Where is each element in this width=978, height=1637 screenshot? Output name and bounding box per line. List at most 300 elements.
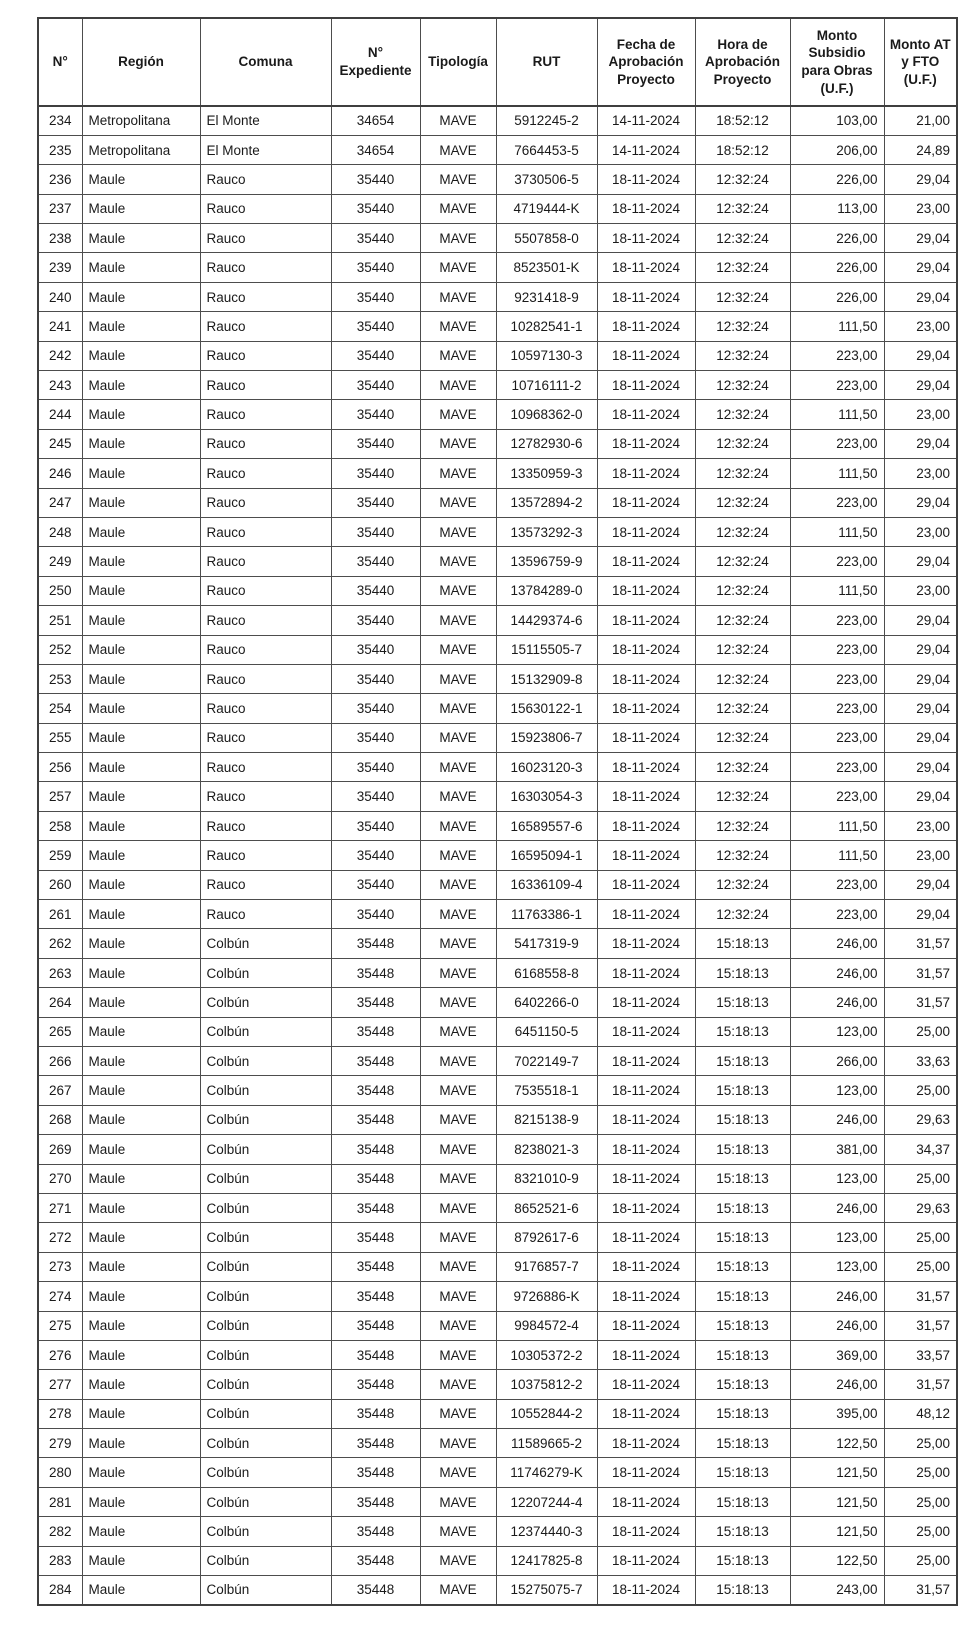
cell-fecha_aprobacion: 18-11-2024 [597, 1429, 695, 1458]
cell-monto_at_fto: 25,00 [884, 1164, 957, 1193]
cell-rut: 15923806-7 [496, 723, 597, 752]
cell-fecha_aprobacion: 18-11-2024 [597, 1252, 695, 1281]
cell-hora_aprobacion: 12:32:24 [695, 753, 790, 782]
cell-expediente: 35448 [331, 1576, 420, 1605]
table-row [38, 1223, 957, 1252]
cell-comuna: Colbún [200, 1399, 331, 1428]
cell-tipologia: MAVE [420, 1340, 496, 1369]
cell-tipologia: MAVE [420, 811, 496, 840]
cell-rut: 9984572-4 [496, 1311, 597, 1340]
cell-monto_subsidio: 111,50 [790, 841, 884, 870]
cell-comuna: Colbún [200, 1193, 331, 1222]
cell-comuna: Rauco [200, 224, 331, 253]
cell-region: Maule [82, 1576, 200, 1605]
cell-monto_at_fto: 29,04 [884, 547, 957, 576]
table-row [38, 811, 957, 840]
cell-expediente: 35440 [331, 753, 420, 782]
cell-region: Maule [82, 371, 200, 400]
cell-expediente: 35448 [331, 1105, 420, 1134]
subsidy-approvals-table [37, 17, 958, 1606]
cell-monto_at_fto: 29,04 [884, 635, 957, 664]
cell-comuna: Colbún [200, 1429, 331, 1458]
cell-comuna: Rauco [200, 723, 331, 752]
cell-monto_subsidio: 246,00 [790, 1105, 884, 1134]
cell-comuna: Rauco [200, 312, 331, 341]
cell-monto_subsidio: 121,50 [790, 1487, 884, 1516]
cell-fecha_aprobacion: 18-11-2024 [597, 488, 695, 517]
table-row [38, 371, 957, 400]
cell-n: 236 [38, 165, 82, 194]
cell-expediente: 35440 [331, 312, 420, 341]
cell-region: Maule [82, 1017, 200, 1046]
cell-n: 237 [38, 194, 82, 223]
cell-monto_subsidio: 223,00 [790, 723, 884, 752]
cell-expediente: 35440 [331, 517, 420, 546]
cell-expediente: 35448 [331, 1076, 420, 1105]
table-row [38, 429, 957, 458]
cell-n: 245 [38, 429, 82, 458]
cell-expediente: 35448 [331, 929, 420, 958]
cell-tipologia: MAVE [420, 988, 496, 1017]
cell-comuna: Rauco [200, 635, 331, 664]
table-row [38, 1076, 957, 1105]
cell-expediente: 35440 [331, 459, 420, 488]
cell-n: 276 [38, 1340, 82, 1369]
cell-tipologia: MAVE [420, 1076, 496, 1105]
cell-expediente: 35440 [331, 371, 420, 400]
cell-fecha_aprobacion: 18-11-2024 [597, 1399, 695, 1428]
cell-monto_at_fto: 29,63 [884, 1105, 957, 1134]
cell-comuna: Rauco [200, 547, 331, 576]
header-cell-n: N° [38, 18, 82, 106]
cell-tipologia: MAVE [420, 1517, 496, 1546]
cell-expediente: 34654 [331, 135, 420, 164]
cell-expediente: 35440 [331, 576, 420, 605]
cell-tipologia: MAVE [420, 459, 496, 488]
cell-hora_aprobacion: 15:18:13 [695, 958, 790, 987]
cell-monto_at_fto: 31,57 [884, 929, 957, 958]
cell-tipologia: MAVE [420, 1399, 496, 1428]
cell-region: Maule [82, 1546, 200, 1575]
cell-hora_aprobacion: 12:32:24 [695, 282, 790, 311]
table-row [38, 165, 957, 194]
cell-hora_aprobacion: 12:32:24 [695, 517, 790, 546]
cell-monto_at_fto: 23,00 [884, 811, 957, 840]
cell-region: Maule [82, 576, 200, 605]
cell-monto_subsidio: 223,00 [790, 341, 884, 370]
cell-tipologia: MAVE [420, 694, 496, 723]
cell-tipologia: MAVE [420, 371, 496, 400]
cell-fecha_aprobacion: 18-11-2024 [597, 841, 695, 870]
table-row [38, 694, 957, 723]
cell-fecha_aprobacion: 18-11-2024 [597, 1546, 695, 1575]
table-row [38, 753, 957, 782]
cell-fecha_aprobacion: 18-11-2024 [597, 576, 695, 605]
cell-fecha_aprobacion: 18-11-2024 [597, 429, 695, 458]
header-cell-comuna: Comuna [200, 18, 331, 106]
cell-fecha_aprobacion: 18-11-2024 [597, 1517, 695, 1546]
cell-comuna: Colbún [200, 1370, 331, 1399]
cell-tipologia: MAVE [420, 1252, 496, 1281]
cell-monto_subsidio: 223,00 [790, 606, 884, 635]
cell-comuna: Rauco [200, 341, 331, 370]
cell-rut: 3730506-5 [496, 165, 597, 194]
cell-region: Maule [82, 1047, 200, 1076]
cell-comuna: Rauco [200, 841, 331, 870]
cell-monto_subsidio: 395,00 [790, 1399, 884, 1428]
cell-monto_subsidio: 111,50 [790, 459, 884, 488]
cell-monto_at_fto: 24,89 [884, 135, 957, 164]
cell-monto_subsidio: 121,50 [790, 1517, 884, 1546]
cell-fecha_aprobacion: 18-11-2024 [597, 900, 695, 929]
header-cell-rut: RUT [496, 18, 597, 106]
cell-rut: 7022149-7 [496, 1047, 597, 1076]
cell-n: 260 [38, 870, 82, 899]
cell-hora_aprobacion: 15:18:13 [695, 1487, 790, 1516]
table-row [38, 547, 957, 576]
cell-monto_subsidio: 223,00 [790, 664, 884, 693]
cell-region: Maule [82, 870, 200, 899]
cell-n: 271 [38, 1193, 82, 1222]
cell-region: Maule [82, 635, 200, 664]
cell-n: 244 [38, 400, 82, 429]
cell-comuna: Colbún [200, 1546, 331, 1575]
cell-tipologia: MAVE [420, 635, 496, 664]
cell-monto_subsidio: 111,50 [790, 517, 884, 546]
cell-comuna: Colbún [200, 1076, 331, 1105]
cell-fecha_aprobacion: 18-11-2024 [597, 371, 695, 400]
cell-region: Maule [82, 400, 200, 429]
cell-monto_subsidio: 381,00 [790, 1135, 884, 1164]
cell-fecha_aprobacion: 18-11-2024 [597, 341, 695, 370]
cell-region: Maule [82, 547, 200, 576]
cell-monto_at_fto: 23,00 [884, 312, 957, 341]
cell-tipologia: MAVE [420, 723, 496, 752]
cell-hora_aprobacion: 15:18:13 [695, 1076, 790, 1105]
cell-expediente: 35448 [331, 1458, 420, 1487]
table-row [38, 988, 957, 1017]
cell-monto_subsidio: 122,50 [790, 1546, 884, 1575]
cell-n: 279 [38, 1429, 82, 1458]
cell-region: Maule [82, 517, 200, 546]
cell-n: 241 [38, 312, 82, 341]
cell-monto_subsidio: 123,00 [790, 1223, 884, 1252]
table-row [38, 1340, 957, 1369]
cell-n: 275 [38, 1311, 82, 1340]
cell-comuna: Rauco [200, 606, 331, 635]
cell-fecha_aprobacion: 18-11-2024 [597, 988, 695, 1017]
cell-tipologia: MAVE [420, 1193, 496, 1222]
cell-tipologia: MAVE [420, 606, 496, 635]
table-row [38, 1193, 957, 1222]
cell-monto_at_fto: 29,04 [884, 488, 957, 517]
table-row [38, 1017, 957, 1046]
cell-monto_subsidio: 111,50 [790, 312, 884, 341]
cell-hora_aprobacion: 12:32:24 [695, 312, 790, 341]
cell-fecha_aprobacion: 18-11-2024 [597, 253, 695, 282]
cell-monto_at_fto: 29,04 [884, 371, 957, 400]
cell-expediente: 35440 [331, 253, 420, 282]
cell-region: Maule [82, 988, 200, 1017]
table-row [38, 1487, 957, 1516]
cell-tipologia: MAVE [420, 282, 496, 311]
cell-hora_aprobacion: 12:32:24 [695, 371, 790, 400]
cell-n: 256 [38, 753, 82, 782]
cell-region: Maule [82, 1252, 200, 1281]
cell-comuna: Colbún [200, 958, 331, 987]
cell-region: Maule [82, 282, 200, 311]
cell-monto_subsidio: 246,00 [790, 1311, 884, 1340]
cell-hora_aprobacion: 15:18:13 [695, 988, 790, 1017]
cell-n: 249 [38, 547, 82, 576]
cell-rut: 16595094-1 [496, 841, 597, 870]
cell-rut: 16303054-3 [496, 782, 597, 811]
cell-region: Maule [82, 341, 200, 370]
cell-monto_subsidio: 123,00 [790, 1164, 884, 1193]
cell-tipologia: MAVE [420, 900, 496, 929]
cell-n: 277 [38, 1370, 82, 1399]
cell-fecha_aprobacion: 14-11-2024 [597, 135, 695, 164]
cell-comuna: Colbún [200, 1252, 331, 1281]
cell-monto_subsidio: 226,00 [790, 282, 884, 311]
cell-hora_aprobacion: 12:32:24 [695, 635, 790, 664]
cell-monto_subsidio: 123,00 [790, 1017, 884, 1046]
cell-monto_at_fto: 29,04 [884, 870, 957, 899]
cell-region: Maule [82, 1282, 200, 1311]
cell-expediente: 35440 [331, 165, 420, 194]
cell-n: 238 [38, 224, 82, 253]
cell-comuna: Rauco [200, 694, 331, 723]
cell-fecha_aprobacion: 18-11-2024 [597, 929, 695, 958]
cell-n: 274 [38, 1282, 82, 1311]
cell-n: 280 [38, 1458, 82, 1487]
cell-monto_at_fto: 29,63 [884, 1193, 957, 1222]
table-row [38, 1135, 957, 1164]
cell-tipologia: MAVE [420, 1311, 496, 1340]
cell-rut: 16336109-4 [496, 870, 597, 899]
table-row [38, 1546, 957, 1575]
cell-rut: 9231418-9 [496, 282, 597, 311]
cell-region: Maule [82, 488, 200, 517]
cell-expediente: 34654 [331, 106, 420, 135]
cell-expediente: 35448 [331, 1517, 420, 1546]
cell-tipologia: MAVE [420, 576, 496, 605]
cell-comuna: Rauco [200, 371, 331, 400]
cell-hora_aprobacion: 15:18:13 [695, 1282, 790, 1311]
cell-tipologia: MAVE [420, 547, 496, 576]
cell-hora_aprobacion: 12:32:24 [695, 194, 790, 223]
cell-n: 281 [38, 1487, 82, 1516]
cell-monto_at_fto: 29,04 [884, 664, 957, 693]
cell-n: 248 [38, 517, 82, 546]
cell-hora_aprobacion: 15:18:13 [695, 1458, 790, 1487]
cell-expediente: 35440 [331, 664, 420, 693]
cell-region: Maule [82, 723, 200, 752]
cell-monto_at_fto: 25,00 [884, 1429, 957, 1458]
cell-monto_subsidio: 111,50 [790, 576, 884, 605]
cell-tipologia: MAVE [420, 1370, 496, 1399]
cell-n: 261 [38, 900, 82, 929]
cell-region: Maule [82, 1340, 200, 1369]
cell-fecha_aprobacion: 18-11-2024 [597, 958, 695, 987]
cell-hora_aprobacion: 12:32:24 [695, 165, 790, 194]
table-row [38, 1164, 957, 1193]
cell-tipologia: MAVE [420, 1105, 496, 1134]
cell-region: Maule [82, 1135, 200, 1164]
cell-rut: 12782930-6 [496, 429, 597, 458]
cell-comuna: Rauco [200, 165, 331, 194]
cell-region: Maule [82, 841, 200, 870]
cell-fecha_aprobacion: 18-11-2024 [597, 694, 695, 723]
table-row [38, 723, 957, 752]
cell-rut: 5507858-0 [496, 224, 597, 253]
cell-comuna: Rauco [200, 459, 331, 488]
cell-fecha_aprobacion: 18-11-2024 [597, 753, 695, 782]
cell-expediente: 35448 [331, 1193, 420, 1222]
cell-hora_aprobacion: 12:32:24 [695, 811, 790, 840]
cell-monto_subsidio: 223,00 [790, 488, 884, 517]
cell-region: Maule [82, 459, 200, 488]
cell-expediente: 35440 [331, 723, 420, 752]
cell-monto_at_fto: 25,00 [884, 1517, 957, 1546]
cell-comuna: El Monte [200, 106, 331, 135]
cell-hora_aprobacion: 12:32:24 [695, 900, 790, 929]
cell-hora_aprobacion: 15:18:13 [695, 1429, 790, 1458]
cell-hora_aprobacion: 15:18:13 [695, 1517, 790, 1546]
cell-fecha_aprobacion: 18-11-2024 [597, 1282, 695, 1311]
cell-tipologia: MAVE [420, 165, 496, 194]
table-body [38, 106, 957, 1605]
header-cell-expediente: N° Expediente [331, 18, 420, 106]
cell-comuna: Colbún [200, 1576, 331, 1605]
cell-tipologia: MAVE [420, 1576, 496, 1605]
cell-rut: 11746279-K [496, 1458, 597, 1487]
cell-monto_at_fto: 25,00 [884, 1487, 957, 1516]
cell-monto_at_fto: 31,57 [884, 1311, 957, 1340]
cell-expediente: 35448 [331, 1017, 420, 1046]
cell-region: Maule [82, 312, 200, 341]
cell-fecha_aprobacion: 18-11-2024 [597, 870, 695, 899]
cell-region: Maule [82, 224, 200, 253]
cell-fecha_aprobacion: 18-11-2024 [597, 1076, 695, 1105]
cell-monto_at_fto: 29,04 [884, 694, 957, 723]
cell-monto_subsidio: 123,00 [790, 1076, 884, 1105]
cell-region: Maule [82, 1458, 200, 1487]
cell-hora_aprobacion: 12:32:24 [695, 488, 790, 517]
cell-region: Maule [82, 1429, 200, 1458]
table-row [38, 488, 957, 517]
cell-n: 278 [38, 1399, 82, 1428]
cell-monto_subsidio: 369,00 [790, 1340, 884, 1369]
cell-hora_aprobacion: 12:32:24 [695, 459, 790, 488]
cell-tipologia: MAVE [420, 106, 496, 135]
cell-expediente: 35440 [331, 811, 420, 840]
cell-n: 255 [38, 723, 82, 752]
cell-rut: 10716111-2 [496, 371, 597, 400]
cell-rut: 8652521-6 [496, 1193, 597, 1222]
cell-hora_aprobacion: 12:32:24 [695, 576, 790, 605]
cell-region: Maule [82, 1517, 200, 1546]
cell-monto_at_fto: 25,00 [884, 1458, 957, 1487]
cell-rut: 7664453-5 [496, 135, 597, 164]
cell-fecha_aprobacion: 18-11-2024 [597, 194, 695, 223]
cell-comuna: Colbún [200, 1017, 331, 1046]
cell-hora_aprobacion: 12:32:24 [695, 664, 790, 693]
cell-monto_subsidio: 266,00 [790, 1047, 884, 1076]
cell-tipologia: MAVE [420, 841, 496, 870]
cell-monto_at_fto: 29,04 [884, 429, 957, 458]
cell-fecha_aprobacion: 18-11-2024 [597, 664, 695, 693]
cell-rut: 6451150-5 [496, 1017, 597, 1046]
cell-expediente: 35448 [331, 1340, 420, 1369]
cell-region: Maule [82, 1164, 200, 1193]
table-row [38, 664, 957, 693]
cell-monto_at_fto: 23,00 [884, 517, 957, 546]
cell-hora_aprobacion: 12:32:24 [695, 782, 790, 811]
cell-monto_at_fto: 25,00 [884, 1252, 957, 1281]
cell-expediente: 35440 [331, 635, 420, 664]
cell-expediente: 35448 [331, 1282, 420, 1311]
cell-tipologia: MAVE [420, 664, 496, 693]
cell-rut: 10968362-0 [496, 400, 597, 429]
table-row [38, 517, 957, 546]
cell-hora_aprobacion: 15:18:13 [695, 1193, 790, 1222]
table-row [38, 1399, 957, 1428]
cell-rut: 16589557-6 [496, 811, 597, 840]
cell-monto_subsidio: 246,00 [790, 929, 884, 958]
cell-comuna: Rauco [200, 753, 331, 782]
cell-comuna: Colbún [200, 1105, 331, 1134]
cell-comuna: Colbún [200, 1164, 331, 1193]
cell-n: 253 [38, 664, 82, 693]
cell-expediente: 35448 [331, 1311, 420, 1340]
cell-rut: 14429374-6 [496, 606, 597, 635]
cell-n: 246 [38, 459, 82, 488]
cell-expediente: 35448 [331, 1047, 420, 1076]
cell-n: 234 [38, 106, 82, 135]
cell-expediente: 35448 [331, 1252, 420, 1281]
cell-monto_at_fto: 23,00 [884, 400, 957, 429]
cell-fecha_aprobacion: 18-11-2024 [597, 1487, 695, 1516]
cell-rut: 12207244-4 [496, 1487, 597, 1516]
cell-monto_subsidio: 246,00 [790, 1193, 884, 1222]
cell-expediente: 35440 [331, 782, 420, 811]
cell-fecha_aprobacion: 18-11-2024 [597, 312, 695, 341]
cell-rut: 5417319-9 [496, 929, 597, 958]
cell-hora_aprobacion: 15:18:13 [695, 1105, 790, 1134]
cell-comuna: Colbún [200, 1517, 331, 1546]
table-row [38, 1105, 957, 1134]
cell-hora_aprobacion: 12:32:24 [695, 400, 790, 429]
cell-monto_at_fto: 29,04 [884, 723, 957, 752]
cell-comuna: Colbún [200, 1487, 331, 1516]
cell-expediente: 35440 [331, 841, 420, 870]
cell-n: 254 [38, 694, 82, 723]
table-row [38, 400, 957, 429]
cell-hora_aprobacion: 12:32:24 [695, 253, 790, 282]
cell-monto_subsidio: 226,00 [790, 253, 884, 282]
cell-tipologia: MAVE [420, 1135, 496, 1164]
cell-hora_aprobacion: 12:32:24 [695, 606, 790, 635]
table-row [38, 224, 957, 253]
cell-comuna: Rauco [200, 282, 331, 311]
cell-comuna: Rauco [200, 782, 331, 811]
cell-tipologia: MAVE [420, 488, 496, 517]
cell-expediente: 35440 [331, 341, 420, 370]
cell-fecha_aprobacion: 18-11-2024 [597, 282, 695, 311]
cell-expediente: 35448 [331, 1135, 420, 1164]
cell-monto_at_fto: 31,57 [884, 1576, 957, 1605]
